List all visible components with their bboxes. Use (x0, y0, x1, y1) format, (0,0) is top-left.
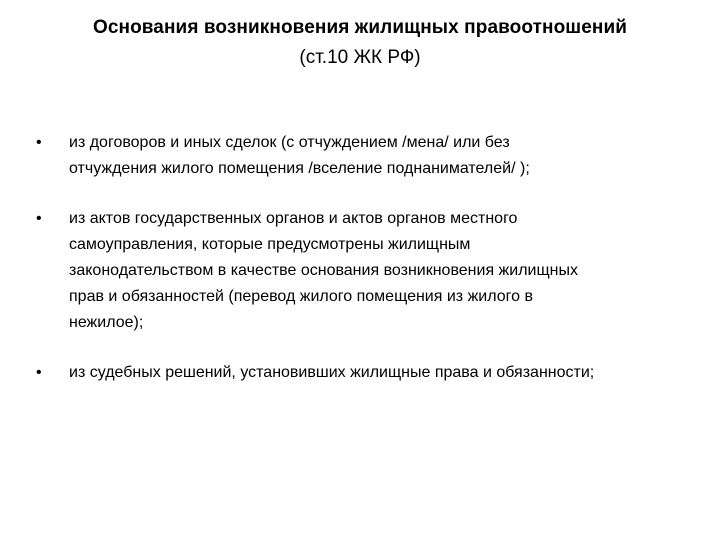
bullet-line: прав и обязанностей (перевод жилого помещения из жилого в (69, 288, 533, 305)
bullet-line: из договоров и иных сделок (с отчуждением /мена/ или без (69, 134, 510, 151)
bullet-line: из актов государственных органов и актов органов местного (69, 210, 518, 227)
bullet-item-court-decisions (36, 360, 696, 386)
slide-title: Основания возникновения жилищных правоотношений (92, 17, 628, 38)
bullet-line: отчуждения жилого помещения /вселение поднанимателей/ ); (69, 160, 530, 177)
bullet-item-contracts (36, 130, 696, 182)
bullet-line: самоуправления, которые предусмотрены жилищным (69, 236, 471, 253)
bullet-marker: • (36, 134, 42, 151)
bullet-marker: • (36, 210, 42, 227)
bullet-list (36, 130, 696, 410)
bullet-line: законодательством в качестве основания возникновения жилищных (69, 262, 578, 279)
bullet-marker: • (36, 364, 42, 381)
bullet-line: нежилое); (69, 314, 144, 331)
title-block (20, 14, 700, 71)
bullet-item-government-acts (36, 206, 696, 336)
slide-subtitle: (ст.10 ЖК РФ) (299, 47, 421, 68)
bullet-line: из судебных решений, установивших жилищные права и обязанности; (69, 364, 595, 381)
